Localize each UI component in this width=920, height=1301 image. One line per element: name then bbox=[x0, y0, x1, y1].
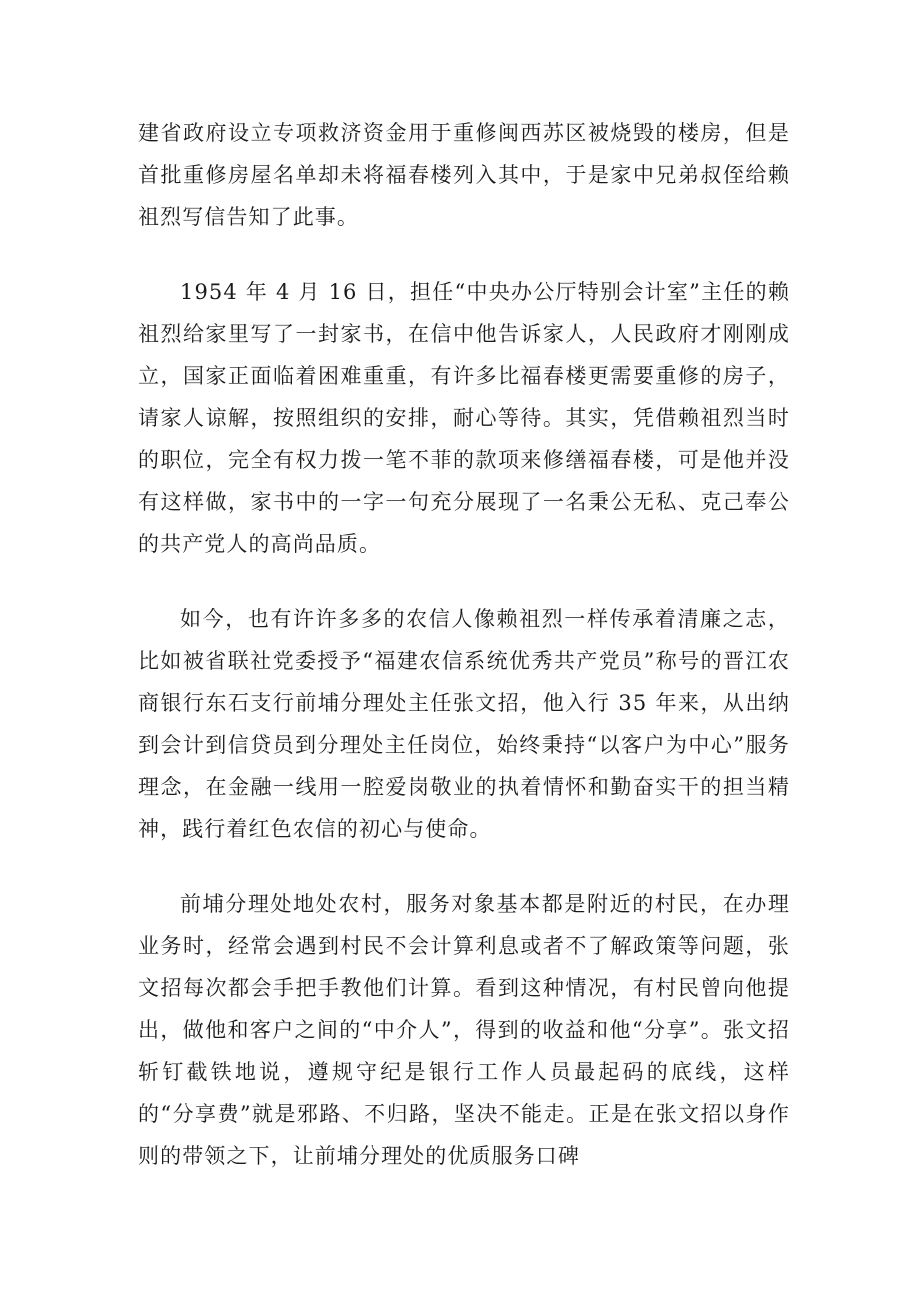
document-body bbox=[138, 112, 790, 1177]
paragraph-family-letter: 1954 年 4 月 16 日，担任“中央办公厅特别会计室”主任的赖祖烈给家里写了一封家书，在信中他告诉家人，人民政府才刚刚成立，国家正面临着困难重重，有许多比福春楼更需要重修的房子，请家人谅解，按照组织的安排，耐心等待。其实，凭借赖祖烈当时的职位，完全有权力拨一笔不菲的款项来修缮福春楼，可是他并没有这样做，家书中的一字一句充分展现了一名秉公无私、克己奉公的共产党人的高尚品质。 bbox=[138, 280, 790, 556]
paragraph-qianpu-branch: 前埔分理处地处农村，服务对象基本都是附近的村民，在办理业务时，经常会遇到村民不会计算利息或者不了解政策等问题，张文招每次都会手把手教他们计算。看到这种情况，有村民曾向他提出，做他和客户之间的“中介人”，得到的收益和他“分享”。张文招斩钉截铁地说，遵规守纪是银行工作人员最起码的底线，这样的“分享费”就是邪路、不归路，坚决不能走。正是在张文招以身作则的带领之下，让前埔分理处的优质服务口碑 bbox=[138, 892, 790, 1168]
paragraph-zhang-wenzhao: 如今，也有许许多多的农信人像赖祖烈一样传承着清廉之志，比如被省联社党委授予“福建农信系统优秀共产党员”称号的晋江农商银行东石支行前埔分理处主任张文招，他入行 35 年来，从出纳到会计到信贷员到分理处主任岗位，始终秉持“以客户为中心”服务理念，在金融一线用一腔爱岗敬业的执着情怀和勤奋实干的担当精神，践行着红色农信的初心与使命。 bbox=[138, 607, 790, 841]
paragraph-continuation: 建省政府设立专项救济资金用于重修闽西苏区被烧毁的楼房，但是首批重修房屋名单却未将福春楼列入其中，于是家中兄弟叔侄给赖祖烈写信告知了此事。 bbox=[138, 121, 790, 229]
